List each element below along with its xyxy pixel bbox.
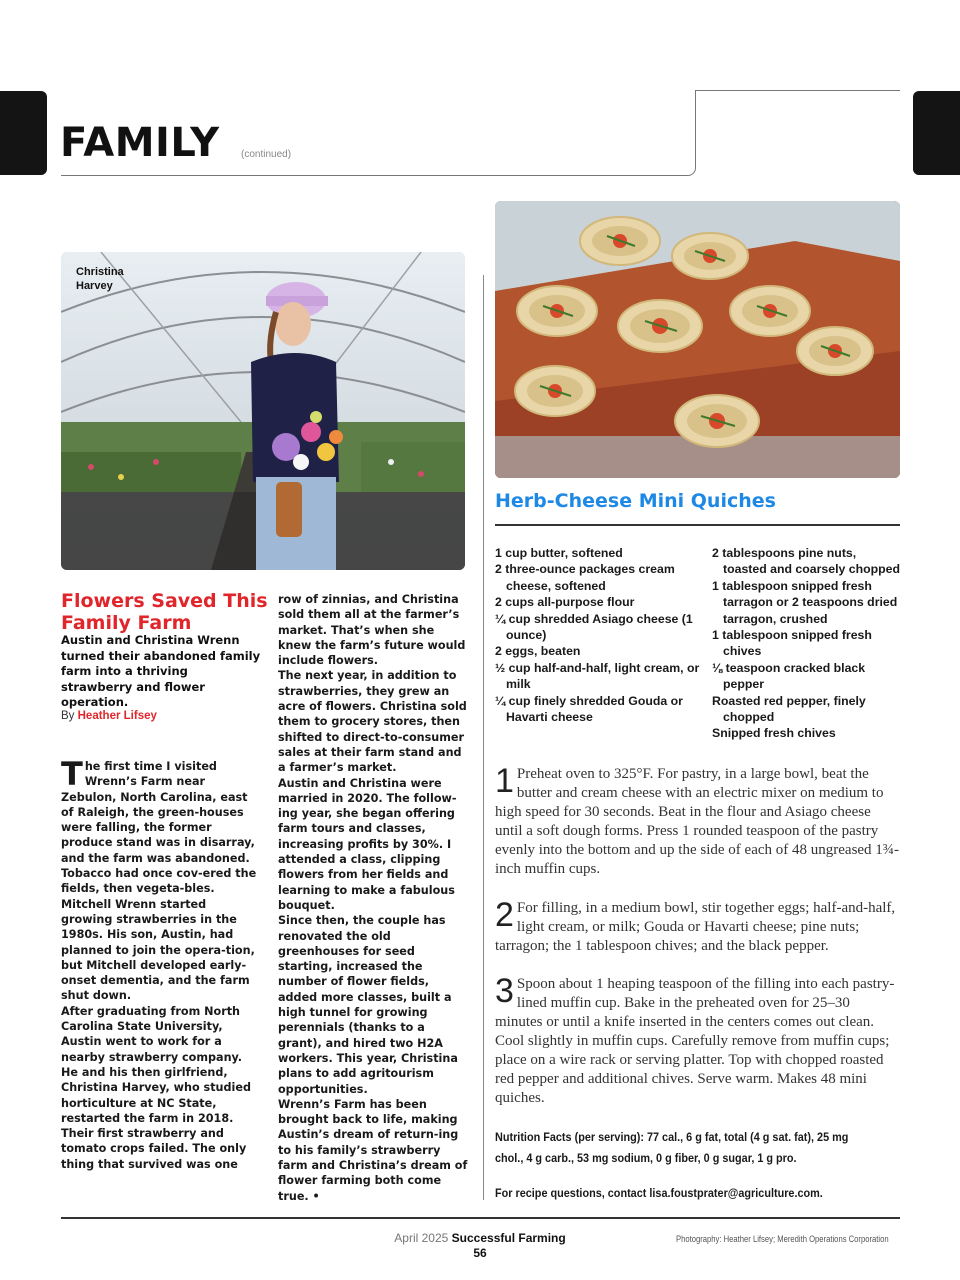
header-rule-top [696, 90, 900, 91]
ingredient-item: Roasted red pepper, finely chopped [712, 693, 866, 725]
story-column-1-text: he first time I visited Wrenn’s Farm near Zebulon, North Carolina, east of Raleigh, the green-houses were falling, the former produce stand was in disarray, and the farm was abandoned. Tobacco had once cov-ered the fields, then vegeta-bles. Mitchell Wrenn started growing strawberries in the 1980s. His son, Austin, had planned to join the opera-tion, but Mitchell developed early-onset dementia, and the farm shut down. After graduating from North Carolina State University, Austin went to work for a nearby strawberry company. He and his then girlfriend, Christina Harvey, who studied horticulture at NC State, restarted the farm in 2018. Their first strawberry and tomato crops failed. The only thing that survived was one [61, 760, 257, 1171]
ingredient-item: ⅛ teaspoon cracked black pepper [712, 660, 866, 692]
ingredient-item: 1 tablespoon snipped fresh tarragon or 2 teaspoons dried tarragon, crushed [712, 578, 898, 626]
story-title: Flowers Saved This Family Farm [61, 590, 268, 634]
section-title: FAMILY [60, 120, 220, 166]
section-subtitle: (continued) [241, 149, 292, 160]
byline-prefix: By [61, 710, 75, 722]
ingredient-item: 2 three-ounce packages cream cheese, softened [495, 562, 675, 593]
photo-caption: Christina Harvey [76, 266, 124, 292]
footer-date: April 2025 [394, 1231, 449, 1245]
ingredients-right [712, 545, 902, 742]
step-text: Spoon about 1 heaping teaspoon of the filling into each pastry-lined muffin cup. Bake in the preheated oven for 25–30 minutes or until a knife inserted in the centers comes out clean. Cool slightly in muffin cups. Carefully remove from muffin cups; place on a wire rack or serving platter. Top with chopped roasted red pepper and additional chives. Serve warm. Makes 48 mini quiches. [495, 976, 895, 1106]
ingredient-item: Snipped fresh chives [712, 726, 836, 741]
recipe-step-1 [495, 762, 900, 879]
ingredient-item: 2 eggs, beaten [495, 644, 581, 659]
page-number: 56 [473, 1246, 487, 1260]
greenhouse-illustration [61, 252, 465, 570]
story-column-2: row of zinnias, and Christina sold them all at the farmer’s market. That’s when she knew the farm’s future would include flowers. The next year, in addition to strawberries, they grew an acre of flowers. Christina sold them to grocery stores, then shifted to direct-to-consumer sales at their farm stand and a farmer’s market. Austin and Christina were married in 2020. The follow-ing year, she began offering farm tours and classes, increasing profits by 30%. I attended a class, clipping flowers from her fields and learning to make a fabulous bouquet. Since then, the couple has renovated the old greenhouses for seed starting, increased the number of flower fields, added more classes, built a high tunnel for growing perennials (thanks to a grant), and hired two H2A workers. This year, Christina plans to add agritourism opportunities. Wrenn’s Farm has been brought back to life, making Austin’s dream of return-ing to his family’s strawberry farm and Christina’s dream of flower farming both come true. • [278, 593, 468, 1203]
left-tab-marker [0, 91, 47, 175]
photo-credit: Photography: Heather Lifsey; Meredith Operations Corporation [676, 1234, 889, 1244]
recipe-step-3 [495, 972, 900, 1108]
recipe-step-2 [495, 896, 900, 956]
recipe-rule [495, 524, 900, 526]
farm-photo [61, 252, 465, 570]
story-column-1 [61, 755, 261, 1172]
ingredients-left [495, 545, 700, 725]
ingredient-item: ½ cup half-and-half, light cream, or milk [495, 660, 700, 692]
quiche-photo [495, 201, 900, 478]
quiche-illustration [495, 201, 900, 478]
story-dek: Austin and Christina Wrenn turned their abandoned family farm into a thriving strawberry and flower operation. [61, 633, 261, 709]
step-number: 3 [495, 972, 514, 1010]
nutrition-facts: Nutrition Facts (per serving): 77 cal., 6 g fat, total (4 g sat. fat), 25 mg chol., 4 g carb., 53 mg sodium, 0 g fiber, 0 g sugar, 1 g pro. [495, 1130, 849, 1165]
footer-rule [61, 1217, 900, 1219]
recipe-contact: For recipe questions, contact lisa.foustprater@agriculture.com. [495, 1186, 823, 1200]
ingredient-item: 1 tablespoon snipped fresh chives [712, 628, 872, 659]
step-number: 1 [495, 762, 514, 800]
ingredient-item: 2 tablespoons pine nuts, toasted and coarsely chopped [712, 546, 900, 577]
footer-magazine: Successful Farming [451, 1231, 566, 1245]
ingredient-item: ¼ cup finely shredded Gouda or Havarti cheese [495, 693, 683, 725]
step-text: Preheat oven to 325°F. For pastry, in a large bowl, beat the butter and cream cheese with an electric mixer on medium to high speed for 30 seconds. Beat in the flour and Asiago cheese until a soft dough forms. Press 1 rounded teaspoon of the pastry evenly into the bottom and up the side of each of 48 ungreased 1¾-inch muffin cups. [495, 766, 900, 877]
right-tab-marker [913, 91, 960, 175]
step-text: For filling, in a medium bowl, stir together eggs; half-and-half, light cream, or milk; Gouda or Havarti cheese; pine nuts; tarragon; the 1 tablespoon chives; and the black pepper. [495, 900, 896, 954]
byline [61, 710, 157, 722]
ingredient-item: 2 cups all-purpose flour [495, 595, 635, 610]
byline-author: Heather Lifsey [77, 710, 157, 722]
recipe-title: Herb-Cheese Mini Quiches [495, 490, 776, 512]
ingredient-item: ¼ cup shredded Asiago cheese (1 ounce) [495, 611, 693, 643]
ingredient-item: 1 cup butter, softened [495, 546, 623, 560]
drop-cap: T [61, 755, 83, 793]
column-divider [483, 275, 484, 1200]
step-number: 2 [495, 896, 514, 934]
